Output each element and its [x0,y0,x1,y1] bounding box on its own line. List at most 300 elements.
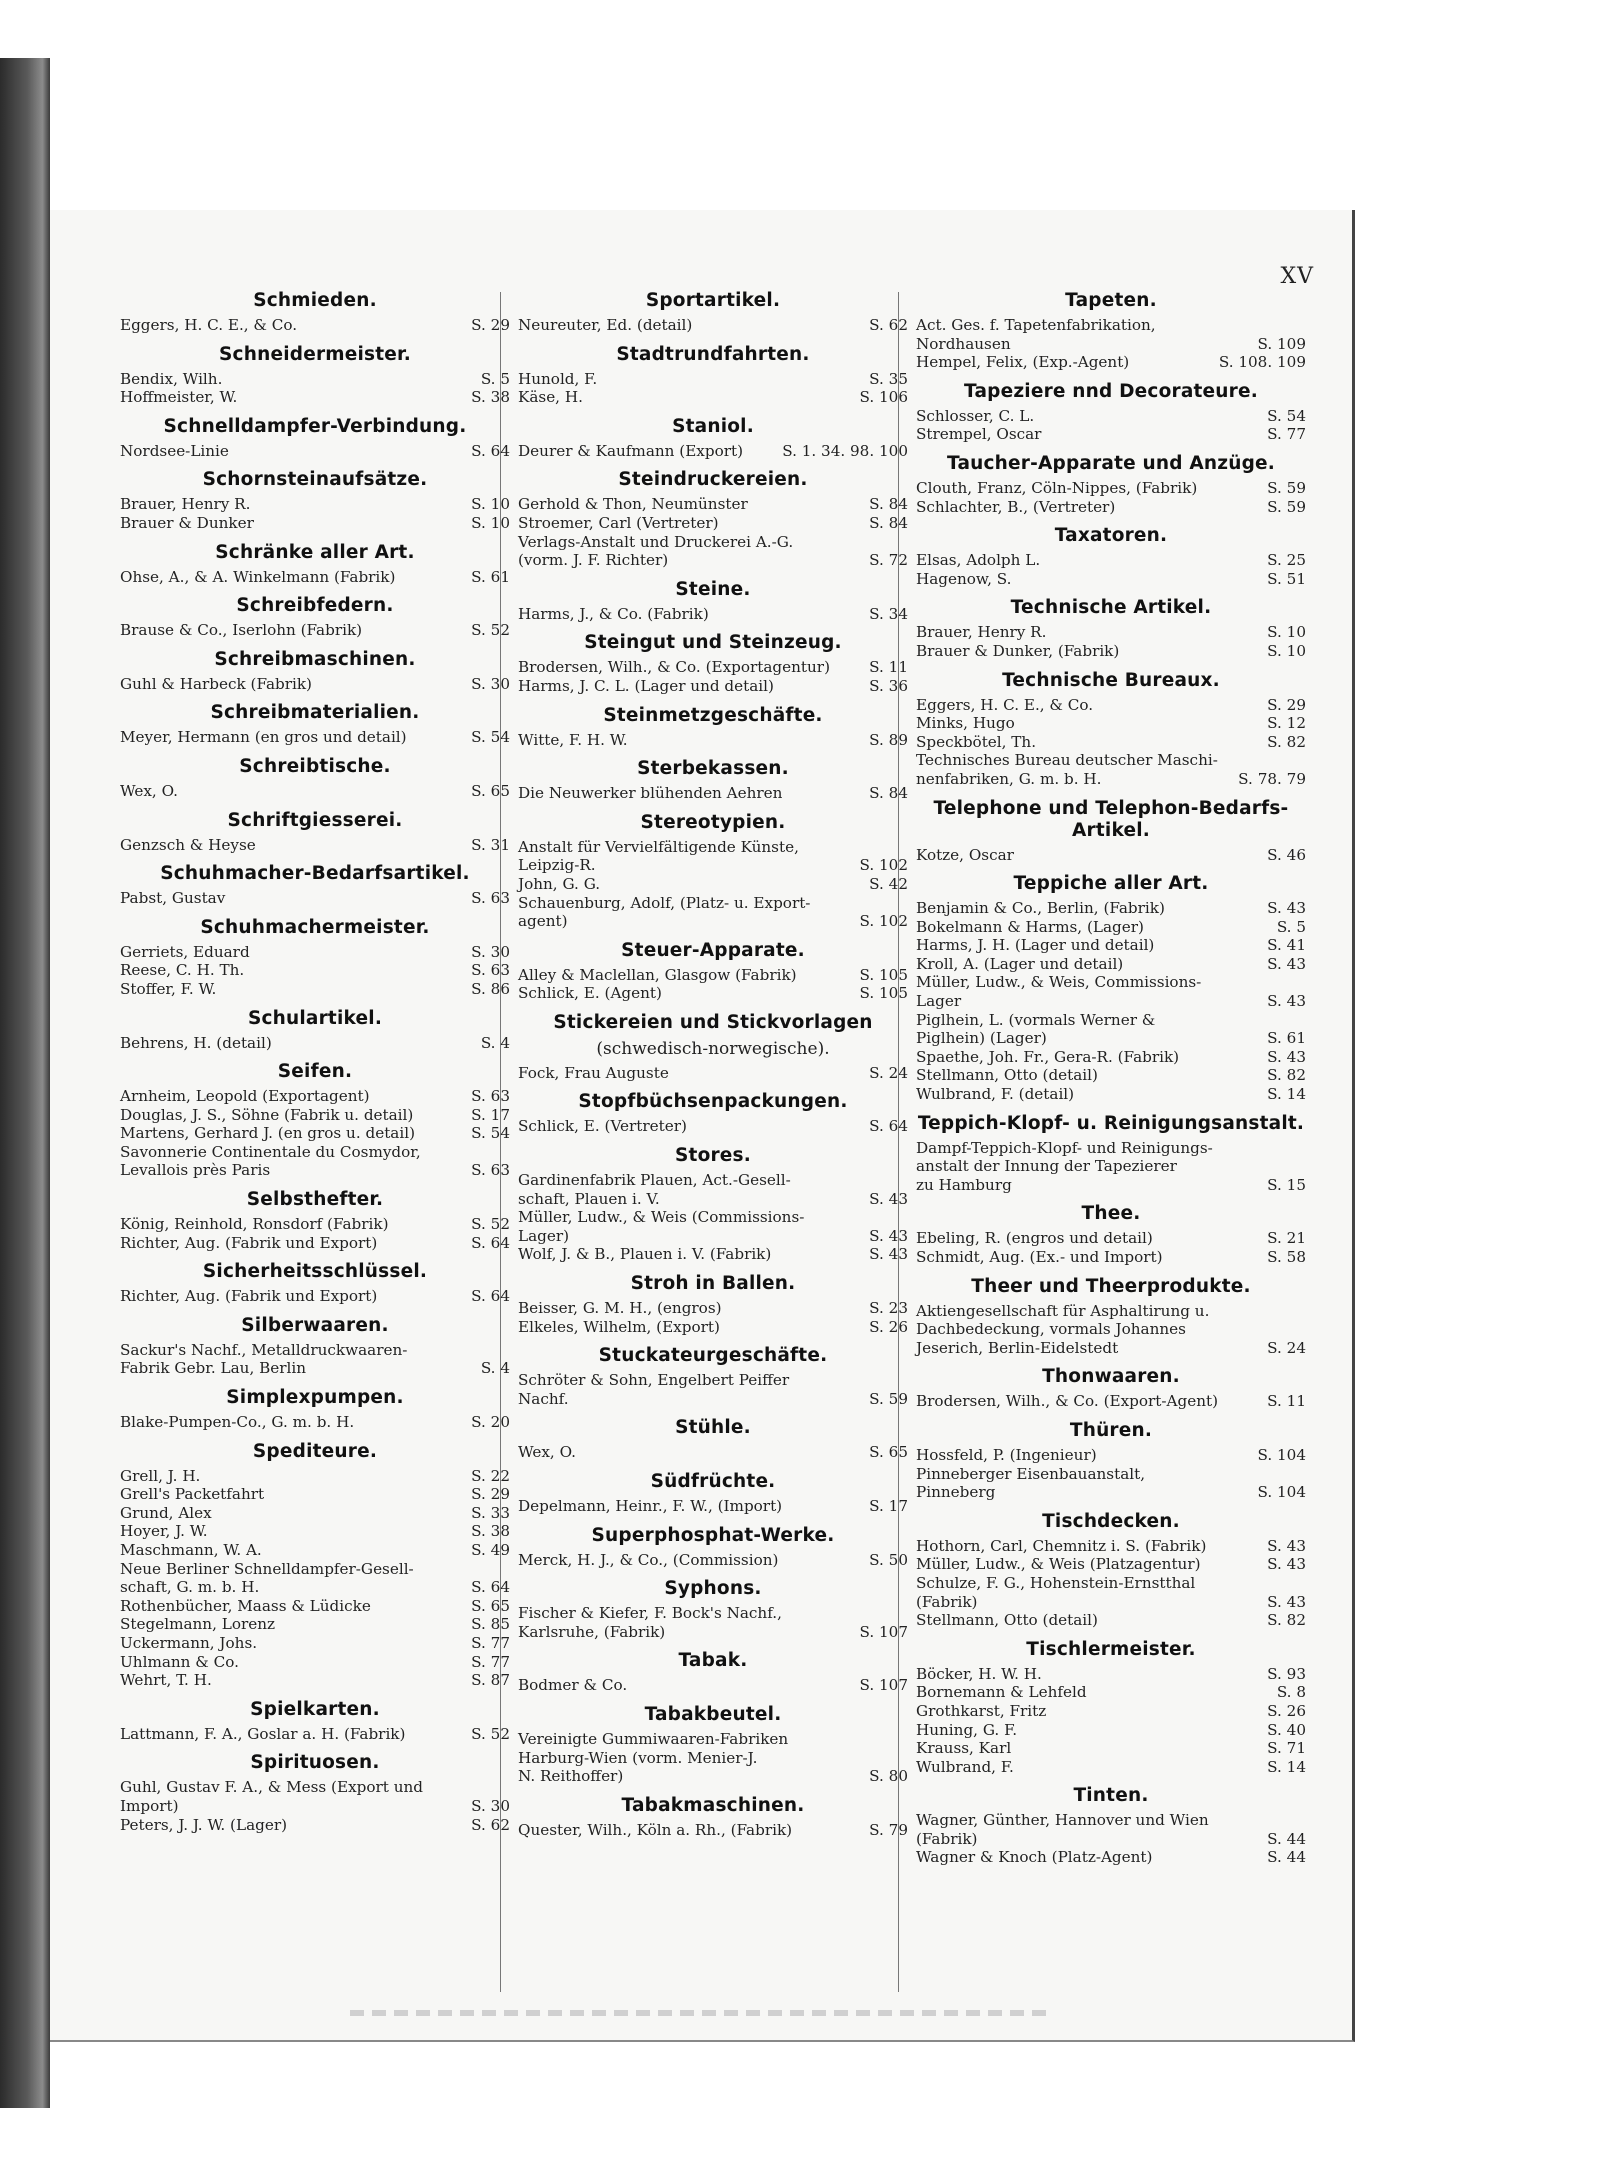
entry-page-ref: S. 104 [1257,1483,1306,1502]
list-item [518,1821,908,1840]
entry-page-ref: S. 43 [1267,992,1306,1011]
entry-page-ref: S. 89 [869,730,908,749]
entry-name: Ebeling, R. (engros und detail) [916,1229,1153,1248]
entry-page-ref: S. 12 [1267,714,1306,733]
list-item [518,370,908,389]
list-item [916,425,1306,444]
list-item [518,495,908,514]
list-item [518,1676,908,1695]
list-item [916,1665,1306,1684]
list-item [916,551,1306,570]
category-heading: Steinmetzgeschäfte. [603,704,823,726]
entry-name: Wex, O. [120,781,178,800]
list-item [518,838,908,875]
entry-name: Fock, Frau Auguste [518,1063,669,1082]
list-item [518,514,908,533]
entry-name: Grund, Alex [120,1503,212,1522]
entry-name: Elkeles, Wilhelm, (Export) [518,1317,720,1336]
entry-page-ref: S. 43 [1267,899,1306,918]
entry-name: Technisches Bureau deutscher Maschi- nenfabriken, G. m. b. H. [916,751,1218,788]
entry-page-ref: S. 29 [1267,695,1306,714]
entry-page-ref: S. 63 [471,961,510,980]
entry-page-ref: S. 10 [471,513,510,532]
list-item [518,1730,908,1786]
entry-page-ref: S. 65 [471,1596,510,1615]
entry-page-ref: S. 105 [859,984,908,1003]
entry-name: Stroemer, Carl (Vertreter) [518,513,719,532]
category-heading: Taxatoren. [1054,525,1168,547]
category-heading: Schnelldampfer-Verbindung. [163,415,467,437]
entry-page-ref: S. 77 [471,1633,510,1652]
list-item [518,388,908,407]
entry-page-ref: S. 82 [1267,1611,1306,1630]
list-item [916,1721,1306,1740]
entry-page-ref: S. 31 [471,835,510,854]
entry-name: Stellmann, Otto (detail) [916,1611,1098,1630]
list-item [518,605,908,624]
entry-page-ref: S. 51 [1267,569,1306,588]
entry-page-ref: S. 79 [869,1820,908,1839]
category-heading: Telephone und Telephon-Bedarfs- Artikel. [933,797,1289,841]
entry-page-ref: S. 17 [471,1105,510,1124]
entry-page-ref: S. 11 [869,658,908,677]
entry-page-ref: S. 38 [471,1522,510,1541]
entry-page-ref: S. 59 [1267,478,1306,497]
list-item [518,1299,908,1318]
entry-page-ref: S. 63 [471,889,510,908]
category-heading: Schreibmaschinen. [214,648,416,670]
list-item [120,1778,510,1815]
category-heading: Thonwaaren. [1042,1366,1180,1388]
entry-name: Wolf, J. & B., Plauen i. V. (Fabrik) [518,1245,772,1264]
entry-page-ref: S. 24 [869,1063,908,1082]
entry-name: Hoffmeister, W. [120,388,238,407]
category-heading: Schreibfedern. [236,595,394,617]
category-heading: Spirituosen. [250,1752,380,1774]
category-heading: Stühle. [675,1417,751,1439]
list-item [518,984,908,1003]
entry-page-ref: S. 85 [471,1615,510,1634]
list-item [916,1465,1306,1502]
list-item [916,1085,1306,1104]
entry-name: Bornemann & Lehfeld [916,1683,1087,1702]
entry-page-ref: S. 58 [1267,1248,1306,1266]
entry-name: Wagner & Knoch (Platz-Agent) [916,1848,1153,1867]
entry-name: Käse, H. [518,388,583,407]
entry-page-ref: S. 34 [869,604,908,623]
entry-page-ref: S. 30 [471,942,510,961]
list-item [916,973,1306,1010]
entry-name: Deurer & Kaufmann (Export) [518,441,744,460]
page-number: XV [1280,264,1314,289]
category-heading: Superphosphat-Werke. [591,1524,835,1546]
entry-name: Douglas, J. S., Söhne (Fabrik u. detail) [120,1105,414,1124]
entry-page-ref: S. 52 [471,1215,510,1234]
entry-page-ref: S. 72 [869,551,908,570]
entry-name: Stegelmann, Lorenz [120,1615,275,1634]
entry-name: Pabst, Gustav [120,889,226,908]
entry-page-ref: S. 78. 79 [1238,769,1306,788]
entry-page-ref: S. 24 [1267,1338,1306,1357]
entry-name: Krauss, Karl [916,1739,1012,1758]
entry-name: Brodersen, Wilh., & Co. (Exportagentur) [518,658,830,677]
list-item [120,961,510,980]
list-item [120,1653,510,1672]
entry-name: Elsas, Adolph L. [916,551,1041,570]
list-item [916,1848,1306,1867]
category-heading: Schränke aller Art. [215,541,415,563]
entry-name: Uhlmann & Co. [120,1652,239,1671]
category-heading: Tabak. [678,1650,748,1672]
entry-page-ref: S. 21 [1267,1229,1306,1248]
entry-page-ref: S. 5 [1276,917,1306,936]
list-item [916,1229,1306,1248]
list-item [916,1537,1306,1556]
entry-name: Stoffer, F. W. [120,979,217,998]
entry-page-ref: S. 80 [869,1767,908,1786]
list-item [916,479,1306,498]
entry-page-ref: S. 35 [869,369,908,388]
entry-page-ref: S. 10 [1267,641,1306,660]
list-item [120,1287,510,1306]
list-item [916,1555,1306,1574]
list-item [120,728,510,747]
entry-page-ref: S. 61 [1267,1029,1306,1048]
entry-name: Böcker, H. W. H. [916,1664,1042,1683]
entry-name: Clouth, Franz, Cöln-Nippes, (Fabrik) [916,478,1198,497]
entry-page-ref: S. 109 [1257,334,1306,353]
entry-name: König, Reinhold, Ronsdorf (Fabrik) [120,1215,389,1234]
entry-page-ref: S. 84 [869,784,908,803]
entry-name: Schlachter, B., (Vertreter) [916,497,1116,516]
entry-page-ref: S. 64 [471,1578,510,1597]
entry-name: Müller, Ludw., & Weis (Commissions- Lager) [518,1208,805,1245]
category-heading: Steindruckereien. [618,469,808,491]
entry-page-ref: S. 4 [480,1033,510,1052]
entry-page-ref: S. 106 [859,388,908,407]
list-item [120,621,510,640]
entry-name: Rothenbücher, Maass & Lüdicke [120,1596,371,1615]
category-heading: Seifen. [277,1061,353,1083]
entry-page-ref: S. 43 [869,1189,908,1208]
entry-page-ref: S. 54 [1267,406,1306,425]
entry-name: Bendix, Wilh. [120,369,223,388]
entry-page-ref: S. 50 [869,1550,908,1569]
category-heading: Schuhmacher-Bedarfsartikel. [160,863,470,885]
entry-name: Brauer, Henry R. [916,623,1047,642]
entry-name: Müller, Ludw., & Weis (Platzagentur) [916,1555,1201,1574]
entry-page-ref: S. 86 [471,979,510,998]
list-item [518,1443,908,1462]
category-heading: Technische Artikel. [1010,597,1212,619]
entry-page-ref: S. 84 [869,495,908,514]
entry-name: Brauer & Dunker [120,513,254,532]
entry-page-ref: S. 63 [471,1087,510,1106]
category-heading: Tabakbeutel. [644,1703,782,1725]
entry-name: Uckermann, Johs. [120,1633,258,1652]
list-item [518,658,908,677]
entry-name: Hoyer, J. W. [120,1522,208,1541]
entry-page-ref: S. 63 [471,1161,510,1180]
list-item [518,1117,908,1136]
category-heading: Steingut und Steinzeug. [584,632,842,654]
list-item [518,1371,908,1408]
category-heading: Steine. [675,578,751,600]
list-item [916,570,1306,589]
category-heading: Schmieden. [253,290,377,311]
entry-page-ref: S. 15 [1267,1175,1306,1194]
category-heading: Silberwaaren. [241,1314,389,1336]
entry-name: Schlosser, C. L. [916,406,1035,425]
category-heading: Tinten. [1073,1785,1149,1807]
entry-name: Gardinenfabrik Plauen, Act.-Gesell- schaft, Plauen i. V. [518,1171,791,1208]
category-heading: Schornsteinaufsätze. [202,469,428,491]
list-item [518,1551,908,1570]
category-heading: Schriftgiesserei. [227,809,403,831]
entry-page-ref: S. 46 [1267,845,1306,864]
category-heading: Stereotypien. [640,811,786,833]
category-heading: Stickereien und Stickvorlagen [553,1011,873,1033]
list-item [120,675,510,694]
list-item [120,1087,510,1106]
category-heading: Sportartikel. [645,290,781,311]
entry-name: John, G. G. [518,874,601,893]
list-item [518,1208,908,1245]
entry-page-ref: S. 93 [1267,1664,1306,1683]
entry-name: Beisser, G. M. H., (engros) [518,1299,722,1318]
entry-page-ref: S. 102 [859,856,908,875]
list-item [916,936,1306,955]
entry-name: Eggers, H. C. E., & Co. [120,316,298,334]
list-item [916,918,1306,937]
category-heading: Tabakmaschinen. [621,1794,805,1816]
entry-page-ref: S. 102 [859,912,908,931]
entry-page-ref: S. 30 [471,1796,510,1815]
entry-name: Nordsee-Linie [120,441,229,460]
entry-page-ref: S. 43 [1267,954,1306,973]
category-heading: Südfrüchte. [650,1471,776,1492]
list-item [120,388,510,407]
list-item [120,1341,510,1378]
entry-name: Bodmer & Co. [518,1676,628,1695]
list-item [518,875,908,894]
entry-page-ref: S. 62 [869,316,908,334]
list-item [916,1048,1306,1067]
entry-name: Hunold, F. [518,369,598,388]
entry-name: Blake-Pumpen-Co., G. m. b. H. [120,1413,355,1432]
entry-page-ref: S. 52 [471,1724,510,1743]
category-heading: Schreibtische. [239,755,391,777]
list-item [916,1683,1306,1702]
entry-name: Gerhold & Thon, Neumünster [518,495,748,514]
entry-page-ref: S. 17 [869,1497,908,1515]
index-column-2 [518,290,908,1839]
list-item [518,1497,908,1516]
entry-name: Benjamin & Co., Berlin, (Fabrik) [916,899,1165,918]
entry-page-ref: S. 33 [471,1503,510,1522]
entry-name: Guhl & Harbeck (Fabrik) [120,674,312,693]
entry-name: Martens, Gerhard J. (en gros u. detail) [120,1124,415,1143]
entry-page-ref: S. 36 [869,676,908,695]
entry-name: Harms, J. H. (Lager und detail) [916,936,1155,955]
list-item [120,1034,510,1053]
category-heading: Stroh in Ballen. [630,1273,796,1295]
category-heading: Sterbekassen. [637,758,789,780]
entry-name: Huning, G. F. [916,1720,1018,1739]
entry-name: Wehrt, T. H. [120,1671,212,1690]
list-item [120,1671,510,1690]
entry-name: Richter, Aug. (Fabrik und Export) [120,1287,378,1306]
entry-page-ref: S. 87 [471,1671,510,1690]
entry-name: Speckbötel, Th. [916,732,1037,751]
entry-name: Peters, J. J. W. (Lager) [120,1815,288,1834]
entry-name: Hossfeld, P. (Ingenieur) [916,1445,1097,1464]
entry-name: Meyer, Hermann (en gros und detail) [120,728,407,747]
category-heading: Staniol. [672,415,754,437]
entry-page-ref: S. 65 [471,781,510,800]
entry-page-ref: S. 43 [1267,1555,1306,1574]
entry-page-ref: S. 108. 109 [1218,353,1306,372]
entry-name: Wagner, Günther, Hannover und Wien (Fabrik) [916,1811,1209,1848]
list-item [916,353,1306,372]
entry-page-ref: S. 107 [859,1622,908,1641]
list-item [120,316,510,335]
entry-page-ref: S. 61 [471,567,510,586]
entry-page-ref: S. 82 [1267,732,1306,751]
category-heading: Thüren. [1069,1419,1153,1441]
entry-name: Richter, Aug. (Fabrik und Export) [120,1233,378,1252]
list-item [518,1064,908,1083]
entry-page-ref: S. 43 [1267,1592,1306,1611]
entry-page-ref: S. 64 [471,1233,510,1252]
entry-name: Spaethe, Joh. Fr., Gera-R. (Fabrik) [916,1047,1180,1066]
list-item [518,1171,908,1208]
list-item [916,1739,1306,1758]
entry-name: Kotze, Oscar [916,845,1014,864]
category-heading: Thee. [1081,1203,1141,1225]
list-item [120,568,510,587]
entry-name: Depelmann, Heinr., F. W., (Import) [518,1497,783,1515]
entry-name: Behrens, H. (detail) [120,1033,272,1052]
entry-page-ref: S. 43 [869,1245,908,1264]
entry-page-ref: S. 71 [1267,1739,1306,1758]
entry-page-ref: S. 11 [1267,1392,1306,1411]
entry-name: Fischer & Kiefer, F. Bock's Nachf., Karlsruhe, (Fabrik) [518,1604,782,1641]
list-item [120,514,510,533]
list-item [518,533,908,570]
entry-name: Minks, Hugo [916,714,1015,733]
entry-name: Müller, Ludw., & Weis, Commissions- Lager [916,973,1202,1011]
list-item [120,1615,510,1634]
category-heading: Tapeziere nnd Decorateure. [964,380,1258,402]
list-item [518,1318,908,1337]
entry-page-ref: S. 38 [471,388,510,407]
entry-name: Brauer & Dunker, (Fabrik) [916,641,1120,660]
list-item [916,696,1306,715]
list-item [916,1302,1306,1358]
list-item [120,889,510,908]
entry-page-ref: S. 44 [1267,1829,1306,1848]
list-item [120,980,510,999]
entry-name: Neureuter, Ed. (detail) [518,316,693,334]
list-item [916,1574,1306,1611]
entry-page-ref: S. 14 [1267,1757,1306,1776]
list-item [120,442,510,461]
entry-page-ref: S. 84 [869,513,908,532]
entry-name: Genzsch & Heyse [120,835,256,854]
entry-page-ref: S. 54 [471,728,510,747]
entry-page-ref: S. 77 [471,1652,510,1671]
entry-page-ref: S. 43 [1267,1536,1306,1555]
list-item [518,784,908,803]
entry-name: Merck, H. J., & Co., (Commission) [518,1550,779,1569]
category-heading: Theer und Theerprodukte. [971,1275,1251,1297]
entry-page-ref: S. 25 [1267,551,1306,570]
entry-page-ref: S. 64 [471,1287,510,1306]
category-heading: Stuckateurgeschäfte. [598,1345,828,1367]
list-item [916,1392,1306,1411]
entry-page-ref: S. 10 [471,495,510,514]
entry-name: Harms, J. C. L. (Lager und detail) [518,676,774,695]
category-heading: Tischdecken. [1042,1510,1180,1532]
entry-page-ref: S. 22 [471,1466,510,1485]
list-item [120,1124,510,1143]
entry-name: Schmidt, Aug. (Ex.- und Import) [916,1248,1163,1266]
list-item [916,1702,1306,1721]
entry-name: Harms, J., & Co. (Fabrik) [518,604,709,623]
entry-name: Quester, Wilh., Köln a. Rh., (Fabrik) [518,1820,793,1839]
list-item [120,1143,510,1180]
entry-name: Maschmann, W. A. [120,1541,262,1559]
category-heading: Stopfbüchsenpackungen. [578,1091,848,1113]
list-item [916,714,1306,733]
entry-name: Lattmann, F. A., Goslar a. H. (Fabrik) [120,1724,406,1743]
list-item [120,1106,510,1125]
category-heading: Spielkarten. [250,1698,380,1720]
list-item [518,677,908,696]
entry-name: Schlick, E. (Vertreter) [518,1117,687,1136]
list-item [916,846,1306,865]
entry-name: Act. Ges. f. Tapetenfabrikation, Nordhausen [916,316,1156,353]
list-item [518,1604,908,1641]
entry-page-ref: S. 104 [1257,1445,1306,1464]
entry-name: Schlick, E. (Agent) [518,984,662,1003]
list-item [518,316,908,335]
list-item [916,1758,1306,1777]
entry-page-ref: S. 62 [471,1815,510,1834]
list-item [518,442,908,461]
entry-name: Neue Berliner Schnelldampfer-Gesell- schaft, G. m. b. H. [120,1559,414,1597]
list-item [120,495,510,514]
entry-name: Alley & Maclellan, Glasgow (Fabrik) [518,965,797,984]
entry-name: Eggers, H. C. E., & Co. [916,695,1094,714]
entry-page-ref: S. 43 [1267,1047,1306,1066]
list-item [916,899,1306,918]
list-item [120,1634,510,1653]
entry-page-ref: S. 40 [1267,1720,1306,1739]
entry-name: Kroll, A. (Lager und detail) [916,954,1124,973]
entry-page-ref: S. 5 [480,369,510,388]
list-item [916,955,1306,974]
entry-page-ref: S. 30 [471,674,510,693]
list-item [916,1248,1306,1267]
list-item [916,1811,1306,1848]
list-item [120,1522,510,1541]
entry-name: Wulbrand, F. (detail) [916,1085,1075,1104]
entry-name: Pinneberger Eisenbauanstalt, Pinneberg [916,1464,1146,1502]
list-item [120,943,510,962]
entry-name: Savonnerie Continentale du Cosmydor, Levallois près Paris [120,1142,421,1180]
